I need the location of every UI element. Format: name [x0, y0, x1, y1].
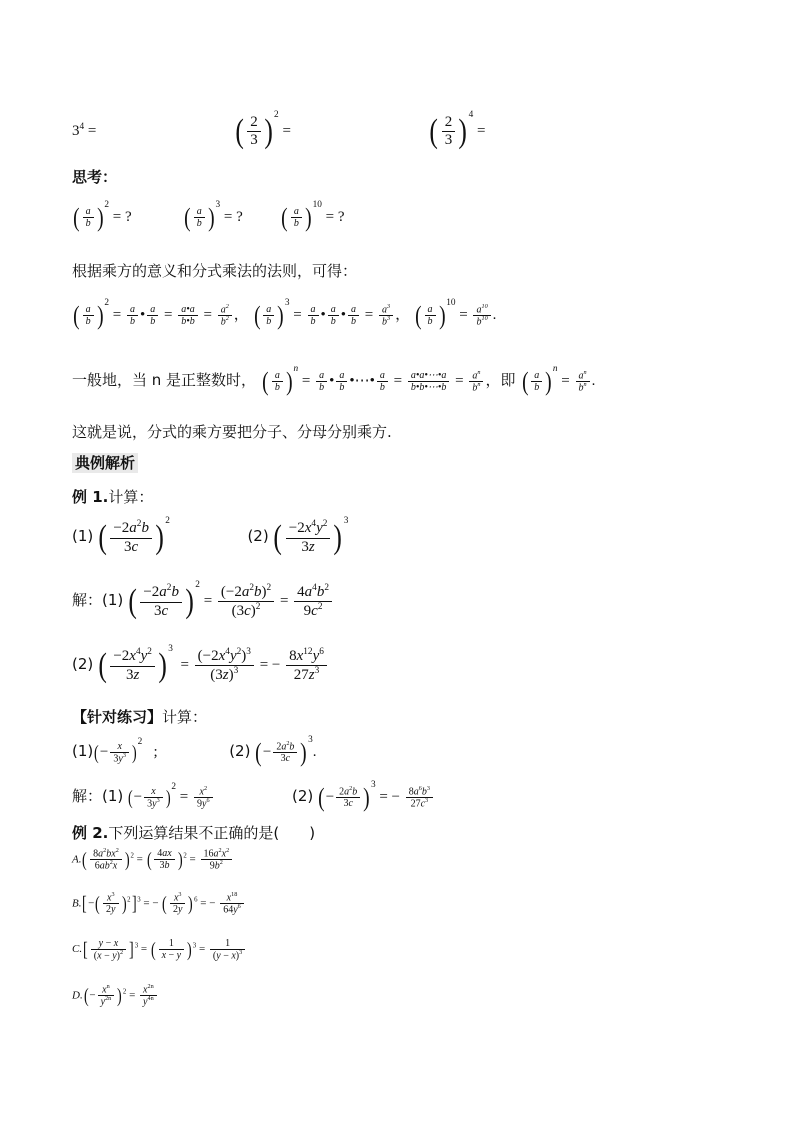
example-2-title: 例 2.下列运算结果不正确的是( )	[72, 824, 316, 842]
powers-row	[72, 110, 732, 149]
intro-text: 根据乘方的意义和分式乘法的法则，可得：	[72, 262, 358, 280]
rule-text: 这就是说，分式的乘方要把分子、分母分别乘方.	[72, 423, 392, 441]
option-a: A.( $\frac{8a^2bx^2}{6ab^2x}$ )$^2$ = ( $\frac{4ax}{3b}$ )$^2$ = $\frac{16a^2x^2}{9b^2}$	[72, 848, 234, 872]
practice-problems: (1)(− $\frac{x}{3y^3}$ )$^2$ ; (2) (− $\frac{2a^2b}{3c}$ )$^3$.	[72, 735, 317, 767]
example-1-problems: (1) ( $\frac{-2a^2b}{3c}$ )$^2$ (2) ( $\frac{-2x^4y^2}{3z}$ )$^3$	[72, 516, 349, 556]
think-heading: 思考：	[72, 168, 118, 186]
question-a-b-10: ( $\frac{a}{b}$ )$^{10}$ = ?	[281, 200, 345, 232]
general-tail-text: ，即	[485, 371, 516, 389]
question-a-b-3: ( $\frac{a}{b}$ )$^3$ = ?	[184, 200, 243, 232]
example-1-solution-1: 解：(1) ( $\frac{-2a^2b}{3c}$ )$^2$ = $\frac{(-2a^2b)^2}{(3c)^2}$ = $\frac{4a^4b^2}{9c^2}$	[72, 580, 334, 620]
general-lead-text: 一般地，当 n 是正整数时，	[72, 371, 257, 389]
option-c: C.[ $\frac{y - x}{(x - y)^2}$ ]$^3$ = ( $\frac{1}{x - y}$ )$^3$ = $\frac{1}{(y - x)^3}$	[72, 938, 247, 961]
power-2-3-squared: ( $\frac{2}{3}$ )$^2$ =	[235, 110, 291, 150]
general-rule-row: 一般地，当 n 是正整数时， ( $\frac{a}{b}$ )$^n$ = $\frac{a}{b}$ • $\frac{a}{b}$ •⋯• $\frac{a}{b}$ = $\frac{a•a•\cdots•a}{b•b•\cdots•b}$ = $\frac{a^n}{b^n}$ ，即 ( $\frac{a}{b}$ )$^n$ = $\frac{a^n}{b^n}$ .	[72, 364, 596, 396]
power-3-4: $3^4$ =	[72, 122, 97, 139]
question-a-b-2: ( $\frac{a}{b}$ )$^2$ = ?	[73, 200, 132, 232]
practice-solutions: 解：(1) (− $\frac{x}{3y^3}$ )$^2$ = $\frac{x^2}{9y^6}$ (2) (− $\frac{2a^2b}{3c}$ )$^3$ = − $\frac{8a^6b^3}{27c^3}$	[72, 780, 435, 811]
example-1-solution-2: (2) ( $\frac{-2x^4y^2}{3z}$ )$^3$ = $\frac{(-2x^4y^2)^3}{(3z)^3}$ = − $\frac{8x^{12}y^6}{27z^3}$	[72, 644, 329, 684]
option-d: D.(− $\frac{x^n}{y^{2n}}$ )$^2$ = $\frac{x^{2n}}{y^{4n}}$	[72, 984, 159, 1008]
power-2-3-fourth: ( $\frac{2}{3}$ )$^4$ =	[429, 110, 486, 150]
general-end: .	[591, 373, 596, 389]
practice-title: 【针对练习】计算：	[72, 708, 208, 726]
derivation-row: ( $\frac{a}{b}$ )$^2$ = $\frac{a}{b}$ • $\frac{a}{b}$ = $\frac{a•a}{b•b}$ = $\frac{a^2}{b^2}$ ， ( $\frac{a}{b}$ )$^3$ = $\frac{a}{b}$ • $\frac{a}{b}$ • $\frac{a}{b}$ = $\frac{a^3}{b^3}$ ， ( $\frac{a}{b}$ )$^{10}$ = $\frac{a^{10}}{b^{10}}$ .	[73, 298, 497, 330]
think-questions	[72, 200, 345, 231]
option-b: B.[−( $\frac{x^3}{2y}$ )$^2$]$^3$ = − ( $\frac{x^3}{2y}$ )$^6$ = − $\frac{x^{18}}{64y^6}$	[72, 892, 246, 916]
section-heading: 典例解析	[72, 452, 138, 473]
example-1-title: 例 1.计算：	[72, 488, 154, 506]
